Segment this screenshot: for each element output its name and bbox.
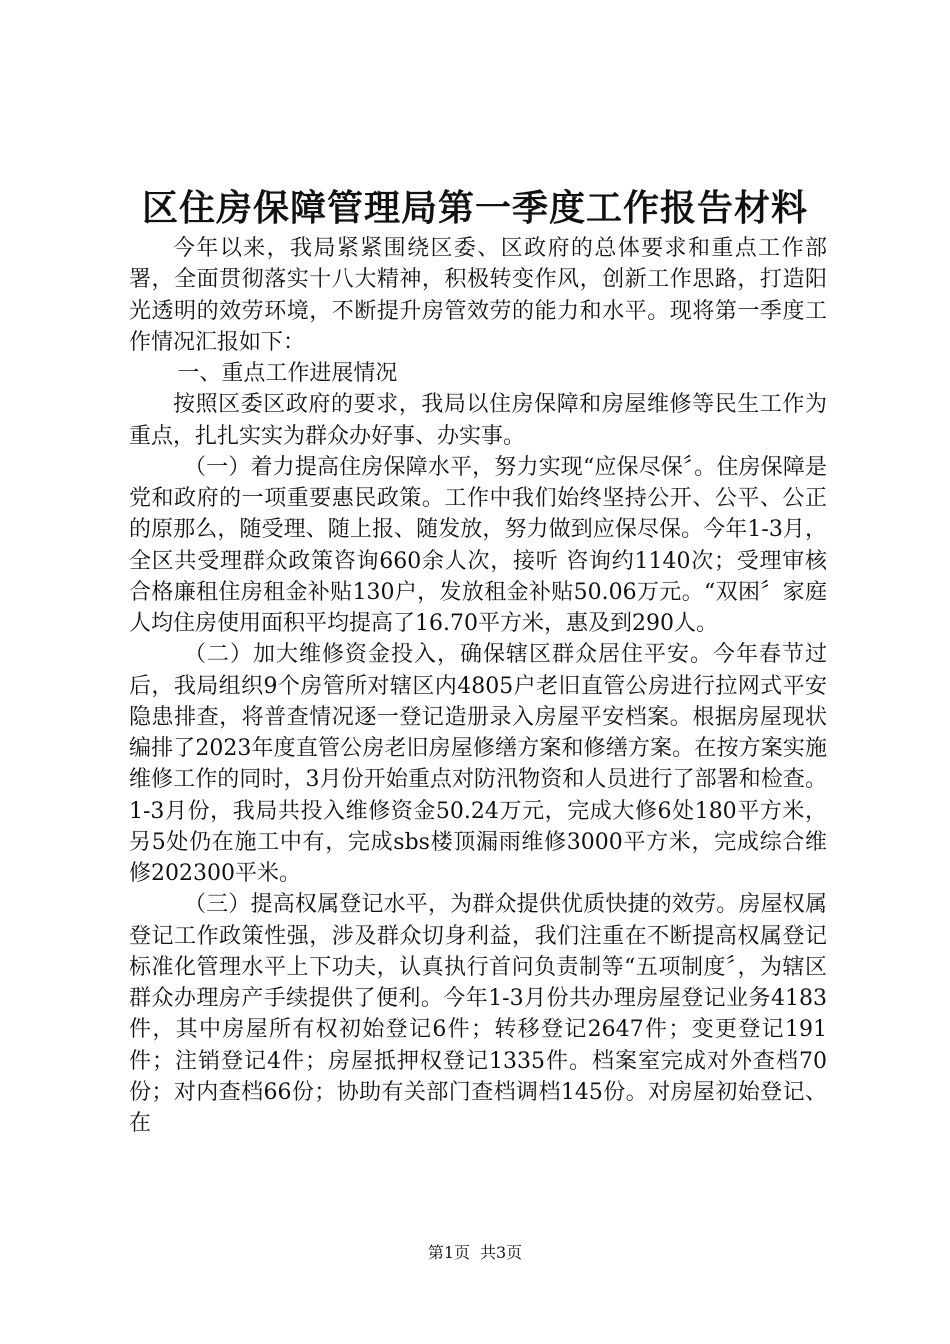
page-number: 第1页 [427, 1243, 470, 1262]
page-total: 共3页 [480, 1243, 523, 1262]
item-2-paragraph: （二）加大维修资金投入，确保辖区群众居住平安。今年春节过后，我局组织9个房管所对辖区内4805户老旧直管公房进行拉网式平安隐患排查，将普查情况逐一登记造册录入房屋平安档案。根据房屋现状编排了2023年度直管公房老旧房屋修缮方案和修缮方案。在按方案实施维修工作的同时，3月份开始重点对防汛物资和人员进行了部署和检查。1-3月份，我局共投入维修资金50.24万元，完成大修6处180平方米，另5处仍在施工中有，完成sbs楼顶漏雨维修3000平方米，完成综合维修202300平米。 [129, 642, 827, 886]
intro-paragraph: 今年以来，我局紧紧围绕区委、区政府的总体要求和重点工作部署，全面贯彻落实十八大精神，积极转变作风，创新工作思路，打造阳光透明的效劳环境，不断提升房管效劳的能力和水平。现将第一季度工作情况汇报如下： [129, 236, 827, 355]
page-footer [0, 1242, 950, 1264]
section-heading: 一、重点工作进展情况 [177, 361, 398, 386]
item-3-paragraph: （三）提高权属登记水平，为群众提供优质快捷的效劳。房屋权属登记工作政策性强，涉及群众切身利益，我们注重在不断提高权属登记标准化管理水平上下功夫，认真执行首问负责制等“五项制度〞，为辖区群众办理房产手续提供了便利。今年1-3月份共办理房屋登记业务4183件，其中房屋所有权初始登记6件；转移登记2647件；变更登记191件；注销登记4件；房屋抵押权登记1335件。档案室完成对外查档70份；对内查档66份；协助有关部门查档调档145份。对房屋初始登记、在 [129, 892, 827, 1136]
section-intro-paragraph: 按照区委区政府的要求，我局以住房保障和房屋维修等民生工作为重点，扎扎实实为群众办好事、办实事。 [129, 392, 827, 449]
item-1-paragraph: （一）着力提高住房保障水平，努力实现“应保尽保〞。住房保障是党和政府的一项重要惠民政策。工作中我们始终坚持公开、公平、公正的原那么，随受理、随上报、随发放，努力做到应保尽保。今年1-3月，全区共受理群众政策咨询660余人次，接听 咨询约1140次；受理审核合格廉租住房租金补贴130户，发放租金补贴50.06万元。“双困〞家庭人均住房使用面积平均提高了16.70平方米，惠及到290人。 [129, 454, 827, 636]
document-body [129, 233, 827, 1139]
document-title: 区住房保障管理局第一季度工作报告材料 [141, 187, 808, 229]
